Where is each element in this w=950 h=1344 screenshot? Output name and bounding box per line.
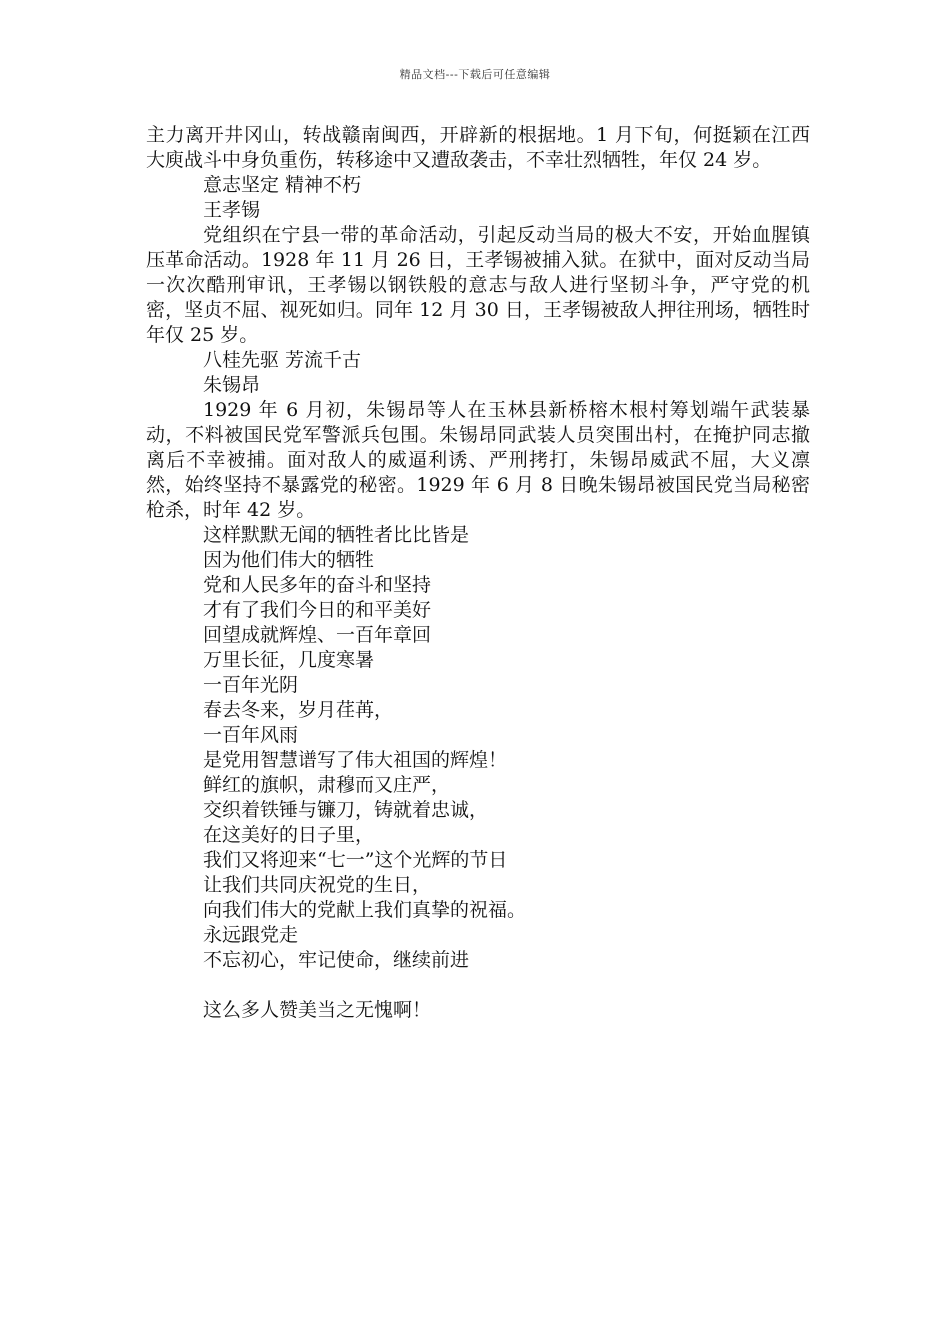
section-title-2: 八桂先驱 芳流千古 [203,349,362,371]
poem-line: 一百年光阴 [203,674,299,696]
poem-line: 春去冬来，岁月荏苒， [203,699,394,721]
page-header: 精品文档---下载后可任意编辑 [399,68,551,81]
poem-line: 我们又将迎来“七一”这个光辉的节日 [203,849,508,871]
poem-line: 向我们伟大的党献上我们真挚的祝福。 [203,899,527,921]
poem-line: 在这美好的日子里， [203,824,375,846]
poem-line: 永远跟党走 [203,924,299,946]
section-name-2: 朱锡昂 [203,374,261,396]
poem-line: 才有了我们今日的和平美好 [203,599,432,621]
poem-line: 交织着铁锤与镰刀，铸就着忠诚， [203,799,489,821]
poem [146,523,810,973]
poem-line: 让我们共同庆祝党的生日， [203,874,432,896]
section-paragraph-1: 党组织在宁县一带的革命活动，引起反动当局的极大不安，开始血腥镇压革命活动。1928 年 11 月 26 日，王孝锡被捕入狱。在狱中，面对反动当局一次次酷刑审讯，王孝锡以钢铁般的意志与敌人进行坚韧斗争，严守党的机密，坚贞不屈、视死如归。同年 12 月 30 日，王孝锡被敌人押往刑场，牺牲时年仅 25 岁。 [146,224,810,346]
poem-line: 鲜红的旗帜，肃穆而又庄严， [203,774,451,796]
poem-line: 不忘初心，牢记使命，继续前进 [203,949,470,971]
blank-line [146,973,810,998]
poem-line: 是党用智慧谱写了伟大祖国的辉煌！ [203,749,508,771]
section-title-1: 意志坚定 精神不朽 [203,174,362,196]
document-body [146,123,810,1023]
closing-line: 这么多人赞美当之无愧啊！ [203,999,432,1021]
poem-line: 党和人民多年的奋斗和坚持 [203,574,432,596]
poem-line: 回望成就辉煌、一百年章回 [203,624,432,646]
section-paragraph-2: 1929 年 6 月初，朱锡昂等人在玉林县新桥榕木根村筹划端午武装暴动，不料被国民党军警派兵包围。朱锡昂同武装人员突围出村，在掩护同志撤离后不幸被捕。面对敌人的威逼利诱、严刑拷打，朱锡昂威武不屈，大义凛然，始终坚持不暴露党的秘密。1929 年 6 月 8 日晚朱锡昂被国民党当局秘密枪杀，时年 42 岁。 [146,399,810,521]
poem-line: 一百年风雨 [203,724,299,746]
intro-paragraph: 主力离开井冈山，转战赣南闽西，开辟新的根据地。1 月下旬，何挺颖在江西大庾战斗中身负重伤，转移途中又遭敌袭击，不幸壮烈牺牲，年仅 24 岁。 [146,124,810,171]
poem-line: 万里长征，几度寒暑 [203,649,375,671]
poem-line: 因为他们伟大的牺牲 [203,549,375,571]
section-name-1: 王孝锡 [203,199,261,221]
poem-line: 这样默默无闻的牺牲者比比皆是 [203,524,470,546]
